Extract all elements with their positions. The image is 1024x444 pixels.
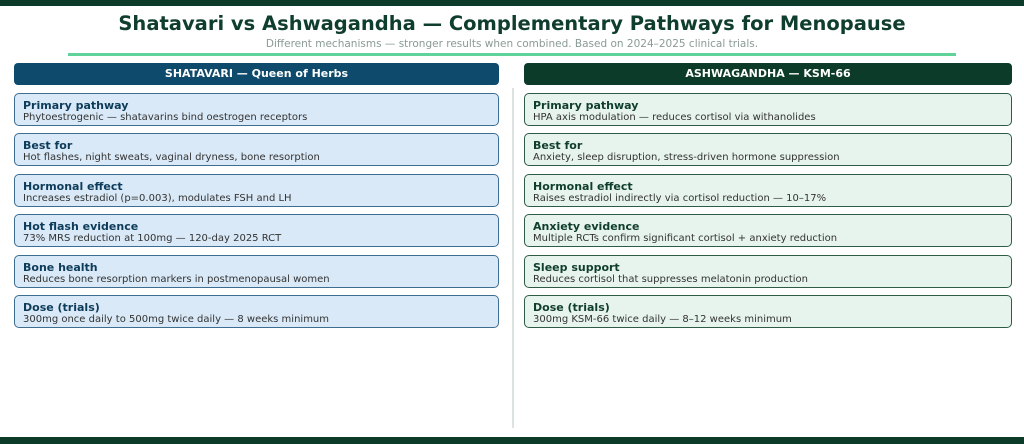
card-value: 300mg KSM-66 twice daily — 8–12 weeks minimum: [533, 314, 792, 325]
left-card: [14, 174, 499, 207]
right-card: [524, 174, 1012, 207]
card-value: Hot flashes, night sweats, vaginal dryness, bone resorption: [23, 152, 320, 163]
page-title: Shatavari vs Ashwagandha — Complementary Pathways for Menopause: [118, 12, 906, 35]
shatavari-column: [14, 63, 499, 328]
card-label: Anxiety evidence: [533, 220, 640, 233]
card-value: Raises estradiol indirectly via cortisol reduction — 10–17%: [533, 192, 827, 204]
left-card: [14, 214, 499, 247]
card-value: Increases estradiol (p=0.003), modulates FSH and LH: [23, 192, 292, 204]
left-card: [14, 255, 499, 288]
card-label: Dose (trials): [533, 301, 610, 314]
card-label: Hot flash evidence: [23, 220, 139, 233]
shatavari-header: SHATAVARI — Queen of Herbs: [14, 63, 499, 85]
card-value: Reduces bone resorption markers in postmenopausal women: [23, 273, 330, 285]
left-card: [14, 295, 499, 328]
ashwagandha-header: ASHWAGANDHA — KSM-66: [524, 63, 1012, 85]
column-divider: [512, 88, 514, 428]
card-label: Best for: [23, 139, 73, 152]
card-label: Primary pathway: [23, 98, 129, 112]
card-label: Bone health: [23, 260, 98, 274]
card-value: 73% MRS reduction at 100mg — 120-day 2025 RCT: [23, 233, 282, 244]
right-card: [524, 295, 1012, 328]
card-value: Multiple RCTs confirm significant cortisol + anxiety reduction: [533, 233, 838, 244]
card-label: Primary pathway: [533, 98, 639, 112]
ashwagandha-column: [524, 63, 1012, 328]
card-label: Hormonal effect: [533, 179, 633, 193]
right-card: [524, 93, 1012, 126]
left-card: [14, 133, 499, 166]
card-label: Sleep support: [533, 260, 620, 274]
bottom-bar: [0, 437, 1024, 444]
right-card: [524, 255, 1012, 288]
card-value: 300mg once daily to 500mg twice daily — 8 weeks minimum: [23, 314, 330, 325]
title-underline: [68, 53, 956, 56]
right-card: [524, 133, 1012, 166]
card-label: Hormonal effect: [23, 179, 123, 193]
card-value: Anxiety, sleep disruption, stress-driven hormone suppression: [533, 152, 840, 163]
card-label: Best for: [533, 139, 583, 152]
right-card: [524, 214, 1012, 247]
left-card: [14, 93, 499, 126]
page-subtitle: Different mechanisms — stronger results when combined. Based on 2024–2025 clinical trials.: [265, 38, 759, 50]
card-value: HPA axis modulation — reduces cortisol via withanolides: [533, 111, 816, 123]
card-label: Dose (trials): [23, 301, 100, 314]
card-value: Reduces cortisol that suppresses melatonin production: [533, 273, 808, 285]
card-value: Phytoestrogenic — shatavarins bind oestrogen receptors: [23, 111, 308, 123]
top-bar: [0, 0, 1024, 6]
